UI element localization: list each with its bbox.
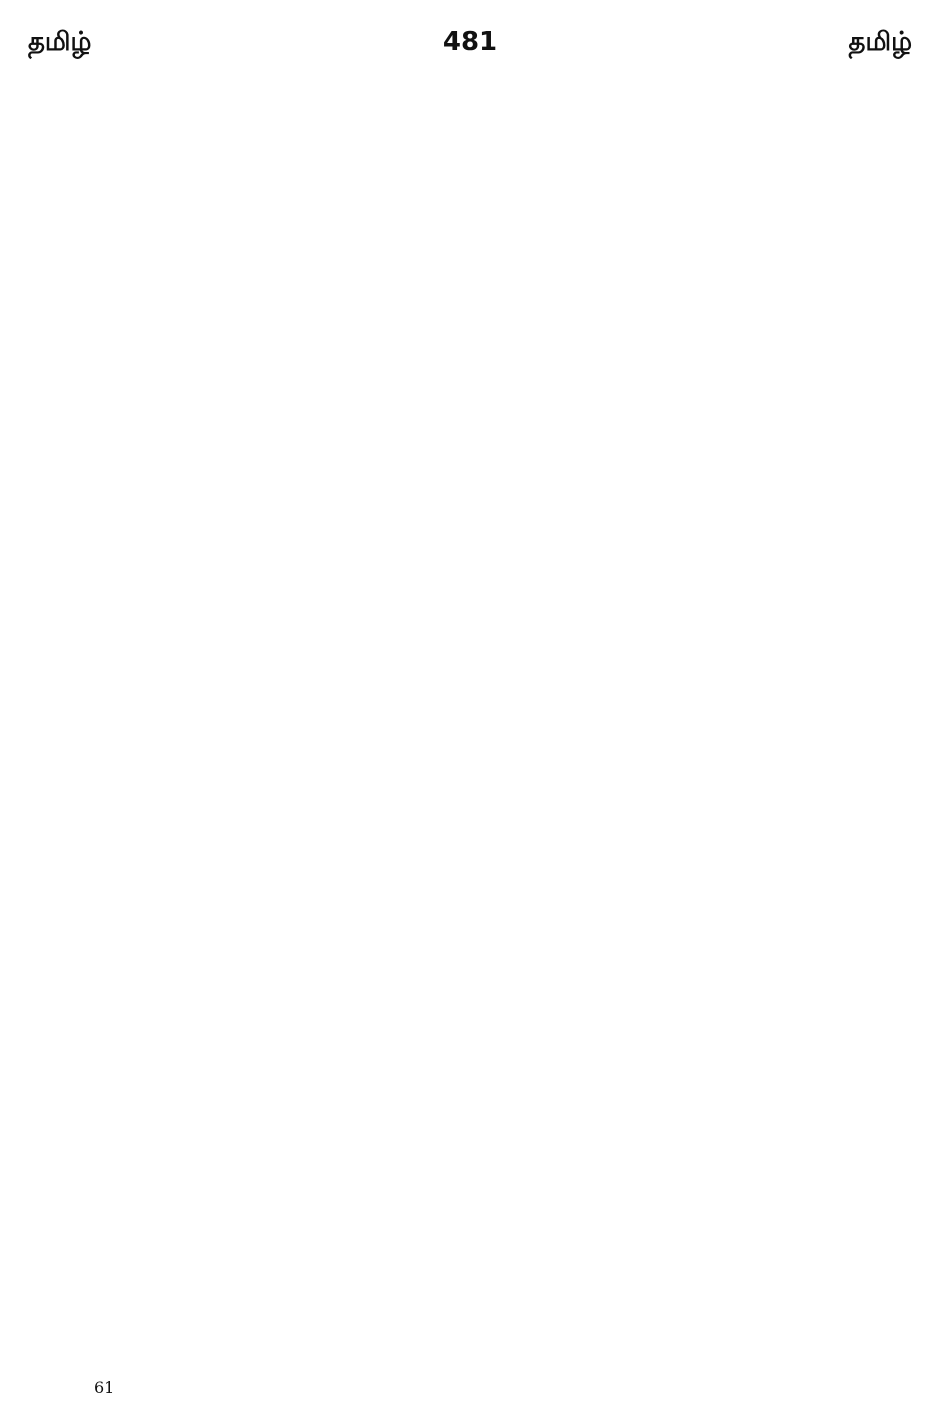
- left-column: [52, 78, 460, 1345]
- page-header: [28, 22, 912, 62]
- right-column: [496, 78, 904, 1345]
- header-right-title: தமிழ்: [848, 27, 912, 57]
- text-columns: [52, 78, 904, 1345]
- page-footer-folio: 61: [94, 1378, 115, 1397]
- header-page-number: 481: [442, 27, 498, 57]
- header-left-title: தமிழ்: [28, 27, 92, 57]
